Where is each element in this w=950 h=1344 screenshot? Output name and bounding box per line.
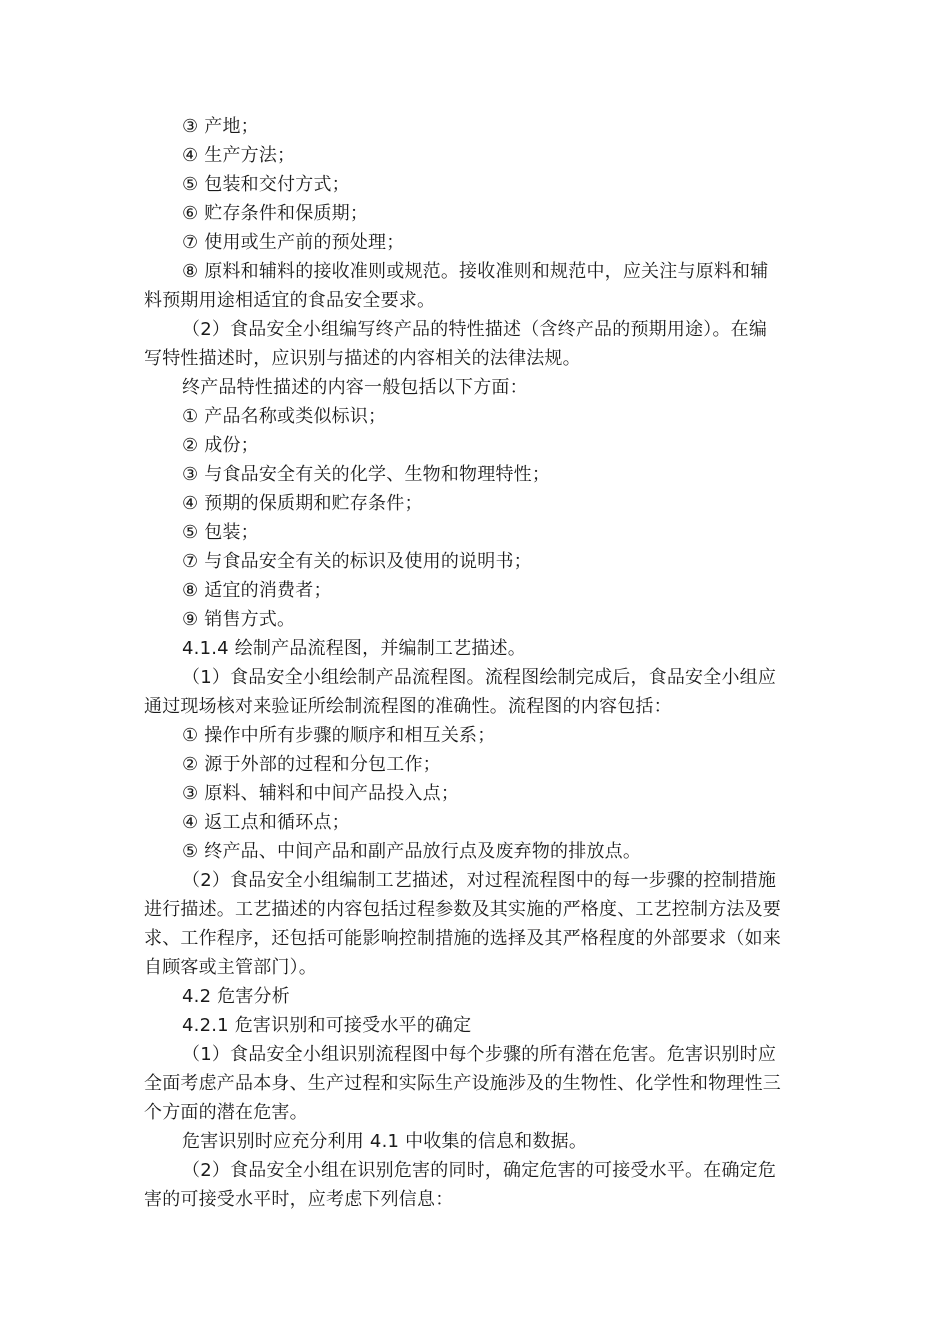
text-line: 写特性描述时，应识别与描述的内容相关的法律法规。 bbox=[144, 348, 581, 369]
text-line: 全面考虑产品本身、生产过程和实际生产设施涉及的生物性、化学性和物理性三 bbox=[144, 1073, 781, 1094]
text-line: 通过现场核对来验证所绘制流程图的准确性。流程图的内容包括： bbox=[144, 696, 672, 717]
text-line: （1）食品安全小组绘制产品流程图。流程图绘制完成后，食品安全小组应 bbox=[182, 667, 777, 688]
text-line: ⑤ 终产品、中间产品和副产品放行点及废弃物的排放点。 bbox=[182, 841, 642, 862]
text-line: ⑨ 销售方式。 bbox=[182, 609, 296, 630]
text-line: ② 成份； bbox=[182, 435, 259, 456]
text-line: 进行描述。工艺描述的内容包括过程参数及其实施的严格度、工艺控制方法及要 bbox=[144, 899, 781, 920]
text-line: ③ 产地； bbox=[182, 116, 259, 137]
text-line: ③ 与食品安全有关的化学、生物和物理特性； bbox=[182, 464, 551, 485]
text-line: （2）食品安全小组在识别危害的同时，确定危害的可接受水平。在确定危 bbox=[182, 1160, 777, 1181]
text-line: ② 源于外部的过程和分包工作； bbox=[182, 754, 441, 775]
text-line: ④ 预期的保质期和贮存条件； bbox=[182, 493, 423, 514]
text-line: （2）食品安全小组编写终产品的特性描述（含终产品的预期用途）。在编 bbox=[182, 319, 768, 340]
text-line: ④ 返工点和循环点； bbox=[182, 812, 350, 833]
text-line: 害的可接受水平时，应考虑下列信息： bbox=[144, 1189, 454, 1210]
text-line: （2）食品安全小组编制工艺描述，对过程流程图中的每一步骤的控制措施 bbox=[182, 870, 777, 891]
text-line: 求、工作程序，还包括可能影响控制措施的选择及其严格程度的外部要求（如来 bbox=[144, 928, 781, 949]
text-line: ① 操作中所有步骤的顺序和相互关系； bbox=[182, 725, 496, 746]
text-line: （1）食品安全小组识别流程图中每个步骤的所有潜在危害。危害识别时应 bbox=[182, 1044, 777, 1065]
text-line: 终产品特性描述的内容一般包括以下方面： bbox=[182, 377, 528, 398]
text-line: 4.1.4 绘制产品流程图，并编制工艺描述。 bbox=[182, 638, 526, 659]
text-line: ⑧ 原料和辅料的接收准则或规范。接收准则和规范中，应关注与原料和辅 bbox=[182, 261, 769, 282]
text-line: ⑥ 贮存条件和保质期； bbox=[182, 203, 369, 224]
text-line: 危害识别时应充分利用 4.1 中收集的信息和数据。 bbox=[182, 1131, 588, 1152]
text-line: ④ 生产方法； bbox=[182, 145, 296, 166]
text-line: 个方面的潜在危害。 bbox=[144, 1102, 308, 1123]
text-line: ⑤ 包装和交付方式； bbox=[182, 174, 350, 195]
text-line: 4.2 危害分析 bbox=[182, 986, 290, 1007]
text-line: 4.2.1 危害识别和可接受水平的确定 bbox=[182, 1015, 472, 1036]
text-line: 料预期用途相适宜的食品安全要求。 bbox=[144, 290, 436, 311]
text-line: ③ 原料、辅料和中间产品投入点； bbox=[182, 783, 460, 804]
text-line: 自顾客或主管部门）。 bbox=[144, 957, 317, 978]
text-line: ⑧ 适宜的消费者； bbox=[182, 580, 332, 601]
text-line: ⑦ 与食品安全有关的标识及使用的说明书； bbox=[182, 551, 532, 572]
document-body bbox=[144, 112, 808, 1214]
text-line: ⑦ 使用或生产前的预处理； bbox=[182, 232, 405, 253]
text-line: ⑤ 包装； bbox=[182, 522, 259, 543]
text-line: ① 产品名称或类似标识； bbox=[182, 406, 387, 427]
